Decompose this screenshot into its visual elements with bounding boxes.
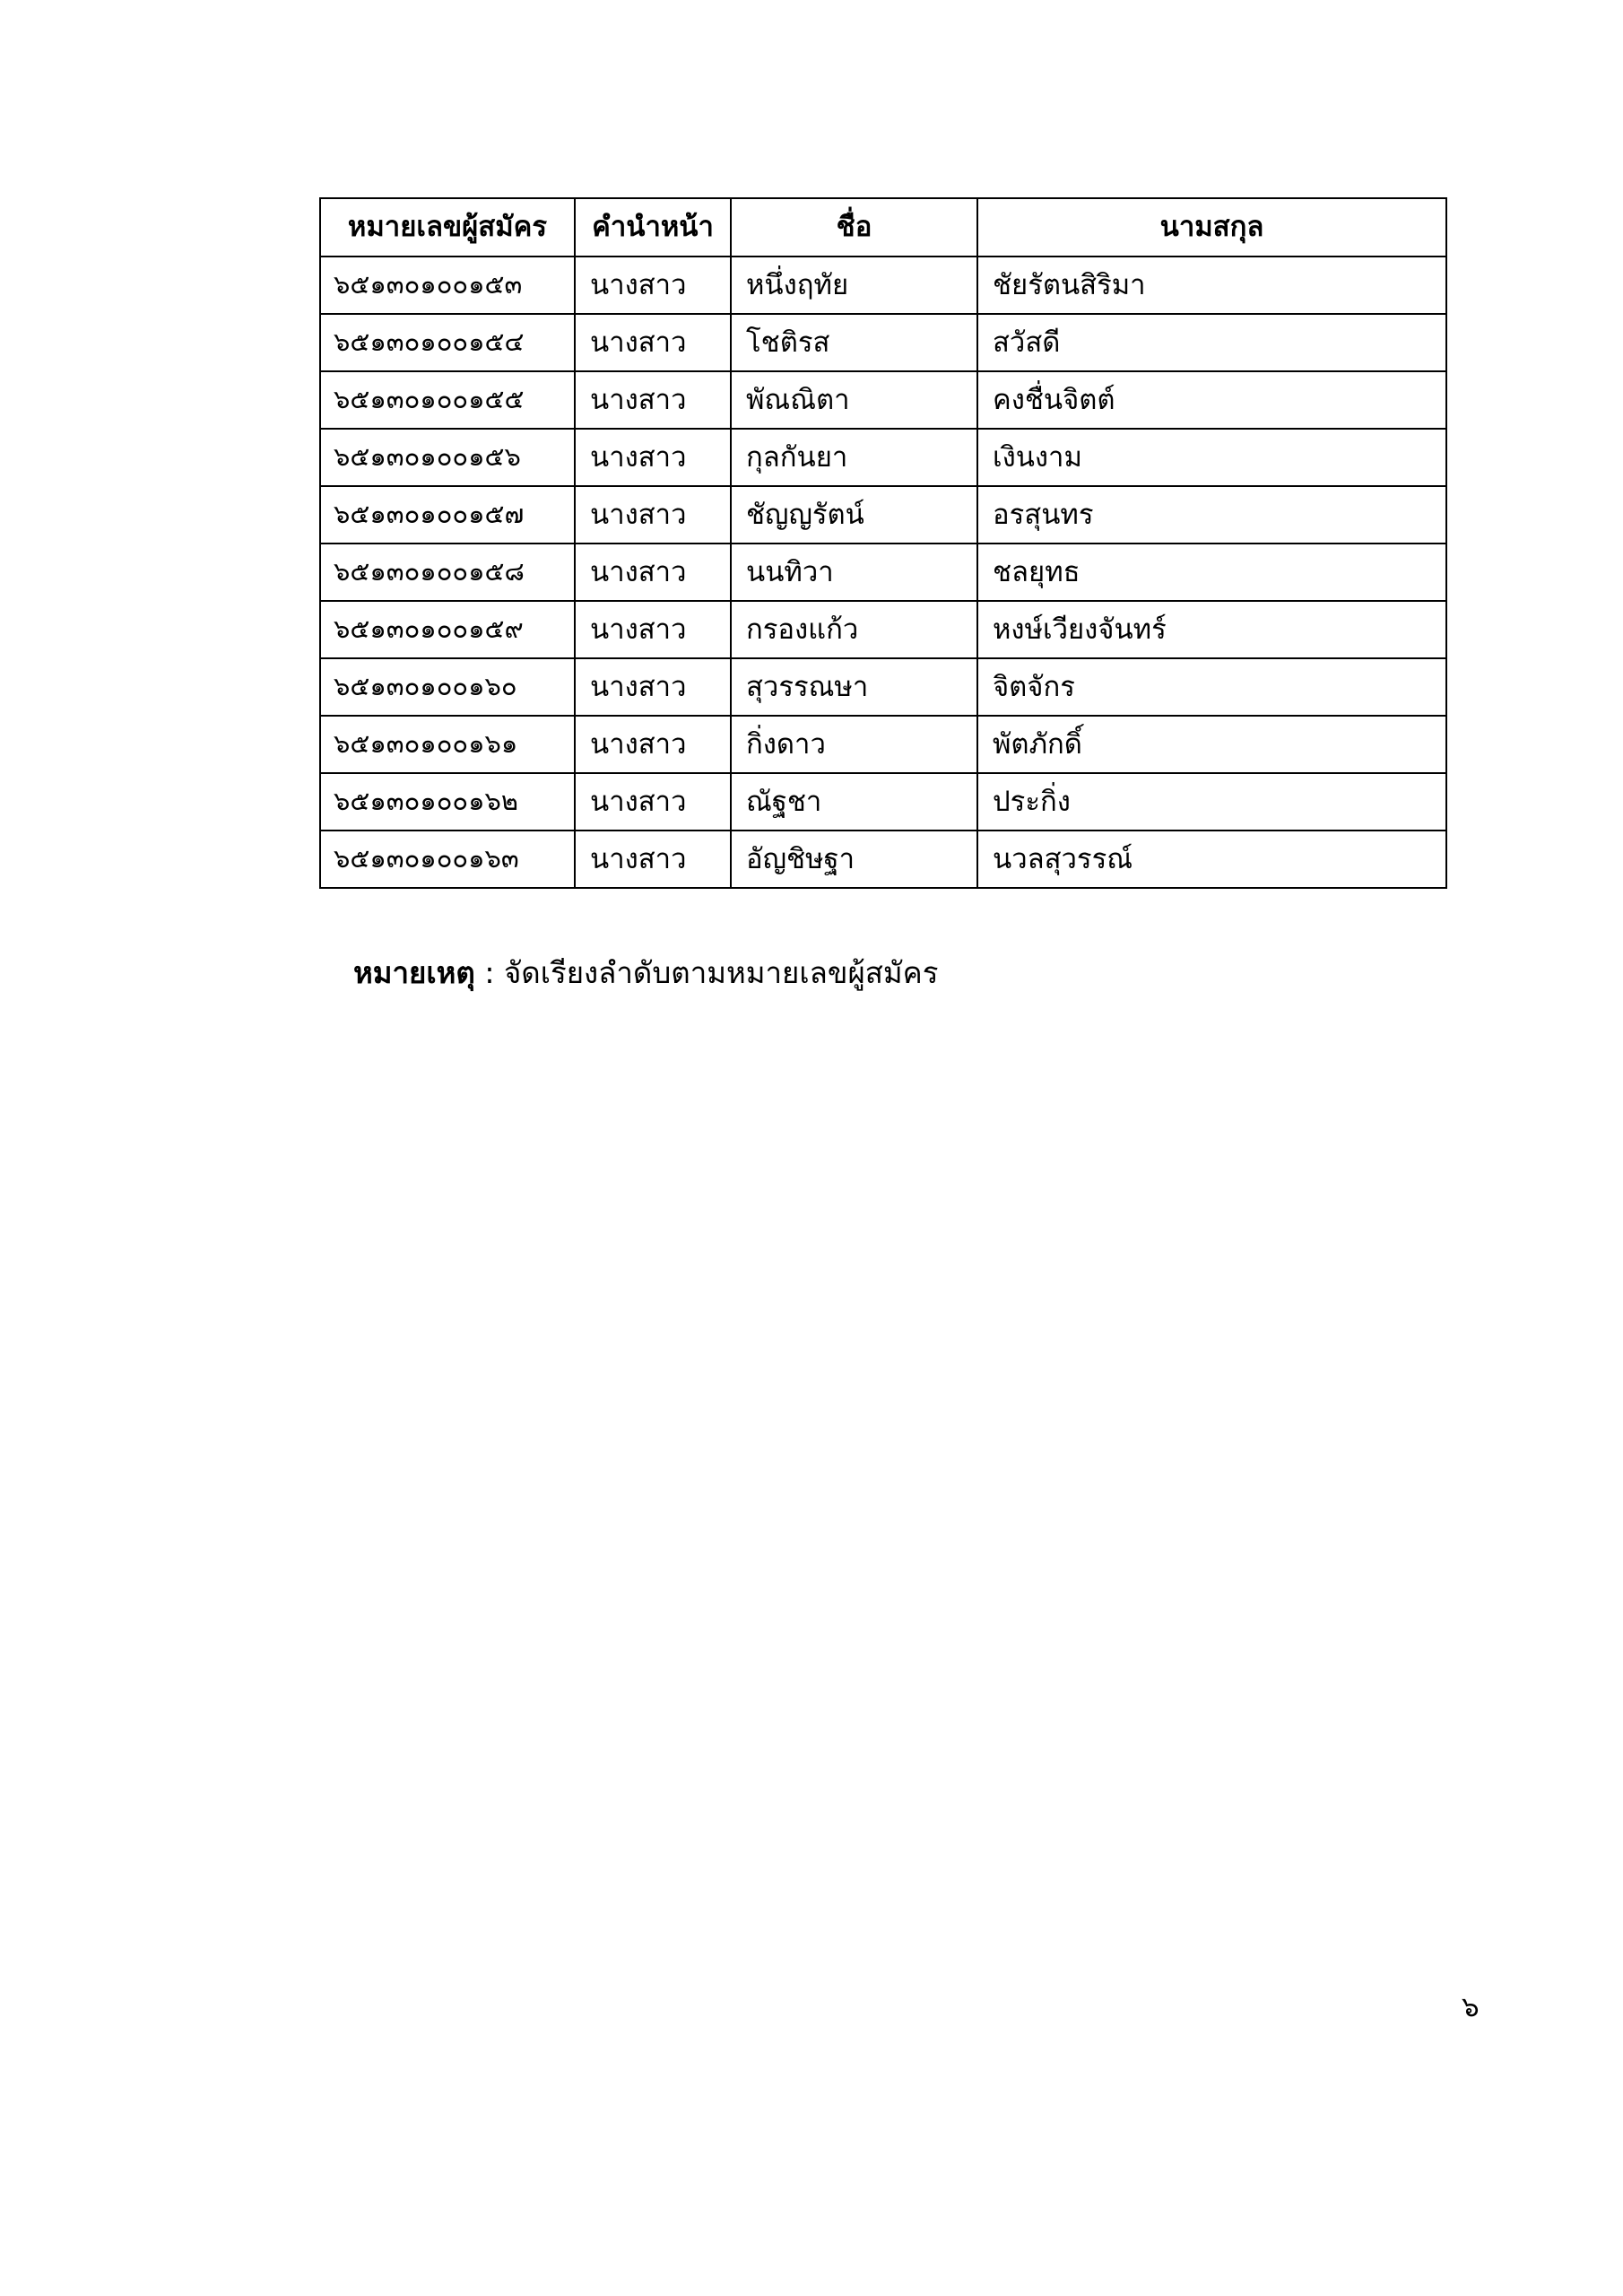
applicant-number-cell: ๖๕๑๓๐๑๐๐๑๕๘ — [320, 544, 575, 601]
applicant-table — [319, 197, 1447, 889]
last-name-cell: อรสุนทร — [977, 486, 1446, 544]
table-row — [320, 429, 1446, 486]
table-row — [320, 831, 1446, 888]
table-row — [320, 716, 1446, 773]
table-row — [320, 658, 1446, 716]
title-prefix-cell: นางสาว — [575, 601, 731, 658]
title-prefix-cell: นางสาว — [575, 429, 731, 486]
header-first-name: ชื่อ — [731, 198, 977, 257]
last-name-cell: นวลสุวรรณ์ — [977, 831, 1446, 888]
last-name-cell: พัตภักดิ์ — [977, 716, 1446, 773]
title-prefix-cell: นางสาว — [575, 716, 731, 773]
applicant-number-cell: ๖๕๑๓๐๑๐๐๑๖๑ — [320, 716, 575, 773]
first-name-cell: กุลกันยา — [731, 429, 977, 486]
table-row — [320, 486, 1446, 544]
first-name-cell: กิ่งดาว — [731, 716, 977, 773]
first-name-cell: ณัฐชา — [731, 773, 977, 831]
table-row — [320, 314, 1446, 371]
last-name-cell: ชลยุทธ — [977, 544, 1446, 601]
header-last-name: นามสกุล — [977, 198, 1446, 257]
first-name-cell: ชัญญรัตน์ — [731, 486, 977, 544]
title-prefix-cell: นางสาว — [575, 314, 731, 371]
first-name-cell: พัณณิตา — [731, 371, 977, 429]
table-header-row — [320, 198, 1446, 257]
title-prefix-cell: นางสาว — [575, 773, 731, 831]
title-prefix-cell: นางสาว — [575, 544, 731, 601]
first-name-cell: นนทิวา — [731, 544, 977, 601]
first-name-cell: อัญชิษฐา — [731, 831, 977, 888]
last-name-cell: สวัสดี — [977, 314, 1446, 371]
applicant-number-cell: ๖๕๑๓๐๑๐๐๑๖๒ — [320, 773, 575, 831]
table-row — [320, 773, 1446, 831]
applicant-number-cell: ๖๕๑๓๐๑๐๐๑๕๕ — [320, 371, 575, 429]
title-prefix-cell: นางสาว — [575, 831, 731, 888]
last-name-cell: จิตจักร — [977, 658, 1446, 716]
remark-text: จัดเรียงลำดับตามหมายเลขผู้สมัคร — [503, 955, 939, 990]
last-name-cell: เงินงาม — [977, 429, 1446, 486]
applicant-number-cell: ๖๕๑๓๐๑๐๐๑๕๙ — [320, 601, 575, 658]
last-name-cell: คงชื่นจิตต์ — [977, 371, 1446, 429]
applicant-number-cell: ๖๕๑๓๐๑๐๐๑๕๔ — [320, 314, 575, 371]
remark-label: หมายเหตุ — [353, 955, 475, 990]
title-prefix-cell: นางสาว — [575, 658, 731, 716]
applicant-number-cell: ๖๕๑๓๐๑๐๐๑๕๗ — [320, 486, 575, 544]
table-body — [320, 257, 1446, 888]
remark — [353, 949, 938, 996]
table-row — [320, 371, 1446, 429]
header-title-prefix: คำนำหน้า — [575, 198, 731, 257]
header-applicant-number: หมายเลขผู้สมัคร — [320, 198, 575, 257]
table-row — [320, 544, 1446, 601]
title-prefix-cell: นางสาว — [575, 257, 731, 314]
table-row — [320, 601, 1446, 658]
title-prefix-cell: นางสาว — [575, 486, 731, 544]
last-name-cell: ประกิ่ง — [977, 773, 1446, 831]
first-name-cell: สุวรรณษา — [731, 658, 977, 716]
remark-separator: : — [474, 955, 504, 990]
first-name-cell: กรองแก้ว — [731, 601, 977, 658]
last-name-cell: ชัยรัตนสิริมา — [977, 257, 1446, 314]
table-row — [320, 257, 1446, 314]
applicant-number-cell: ๖๕๑๓๐๑๐๐๑๖๓ — [320, 831, 575, 888]
first-name-cell: หนึ่งฤทัย — [731, 257, 977, 314]
applicant-number-cell: ๖๕๑๓๐๑๐๐๑๖๐ — [320, 658, 575, 716]
page-number: ๖ — [1462, 1991, 1480, 2023]
applicant-number-cell: ๖๕๑๓๐๑๐๐๑๕๓ — [320, 257, 575, 314]
last-name-cell: หงษ์เวียงจันทร์ — [977, 601, 1446, 658]
title-prefix-cell: นางสาว — [575, 371, 731, 429]
applicant-number-cell: ๖๕๑๓๐๑๐๐๑๕๖ — [320, 429, 575, 486]
first-name-cell: โชติรส — [731, 314, 977, 371]
